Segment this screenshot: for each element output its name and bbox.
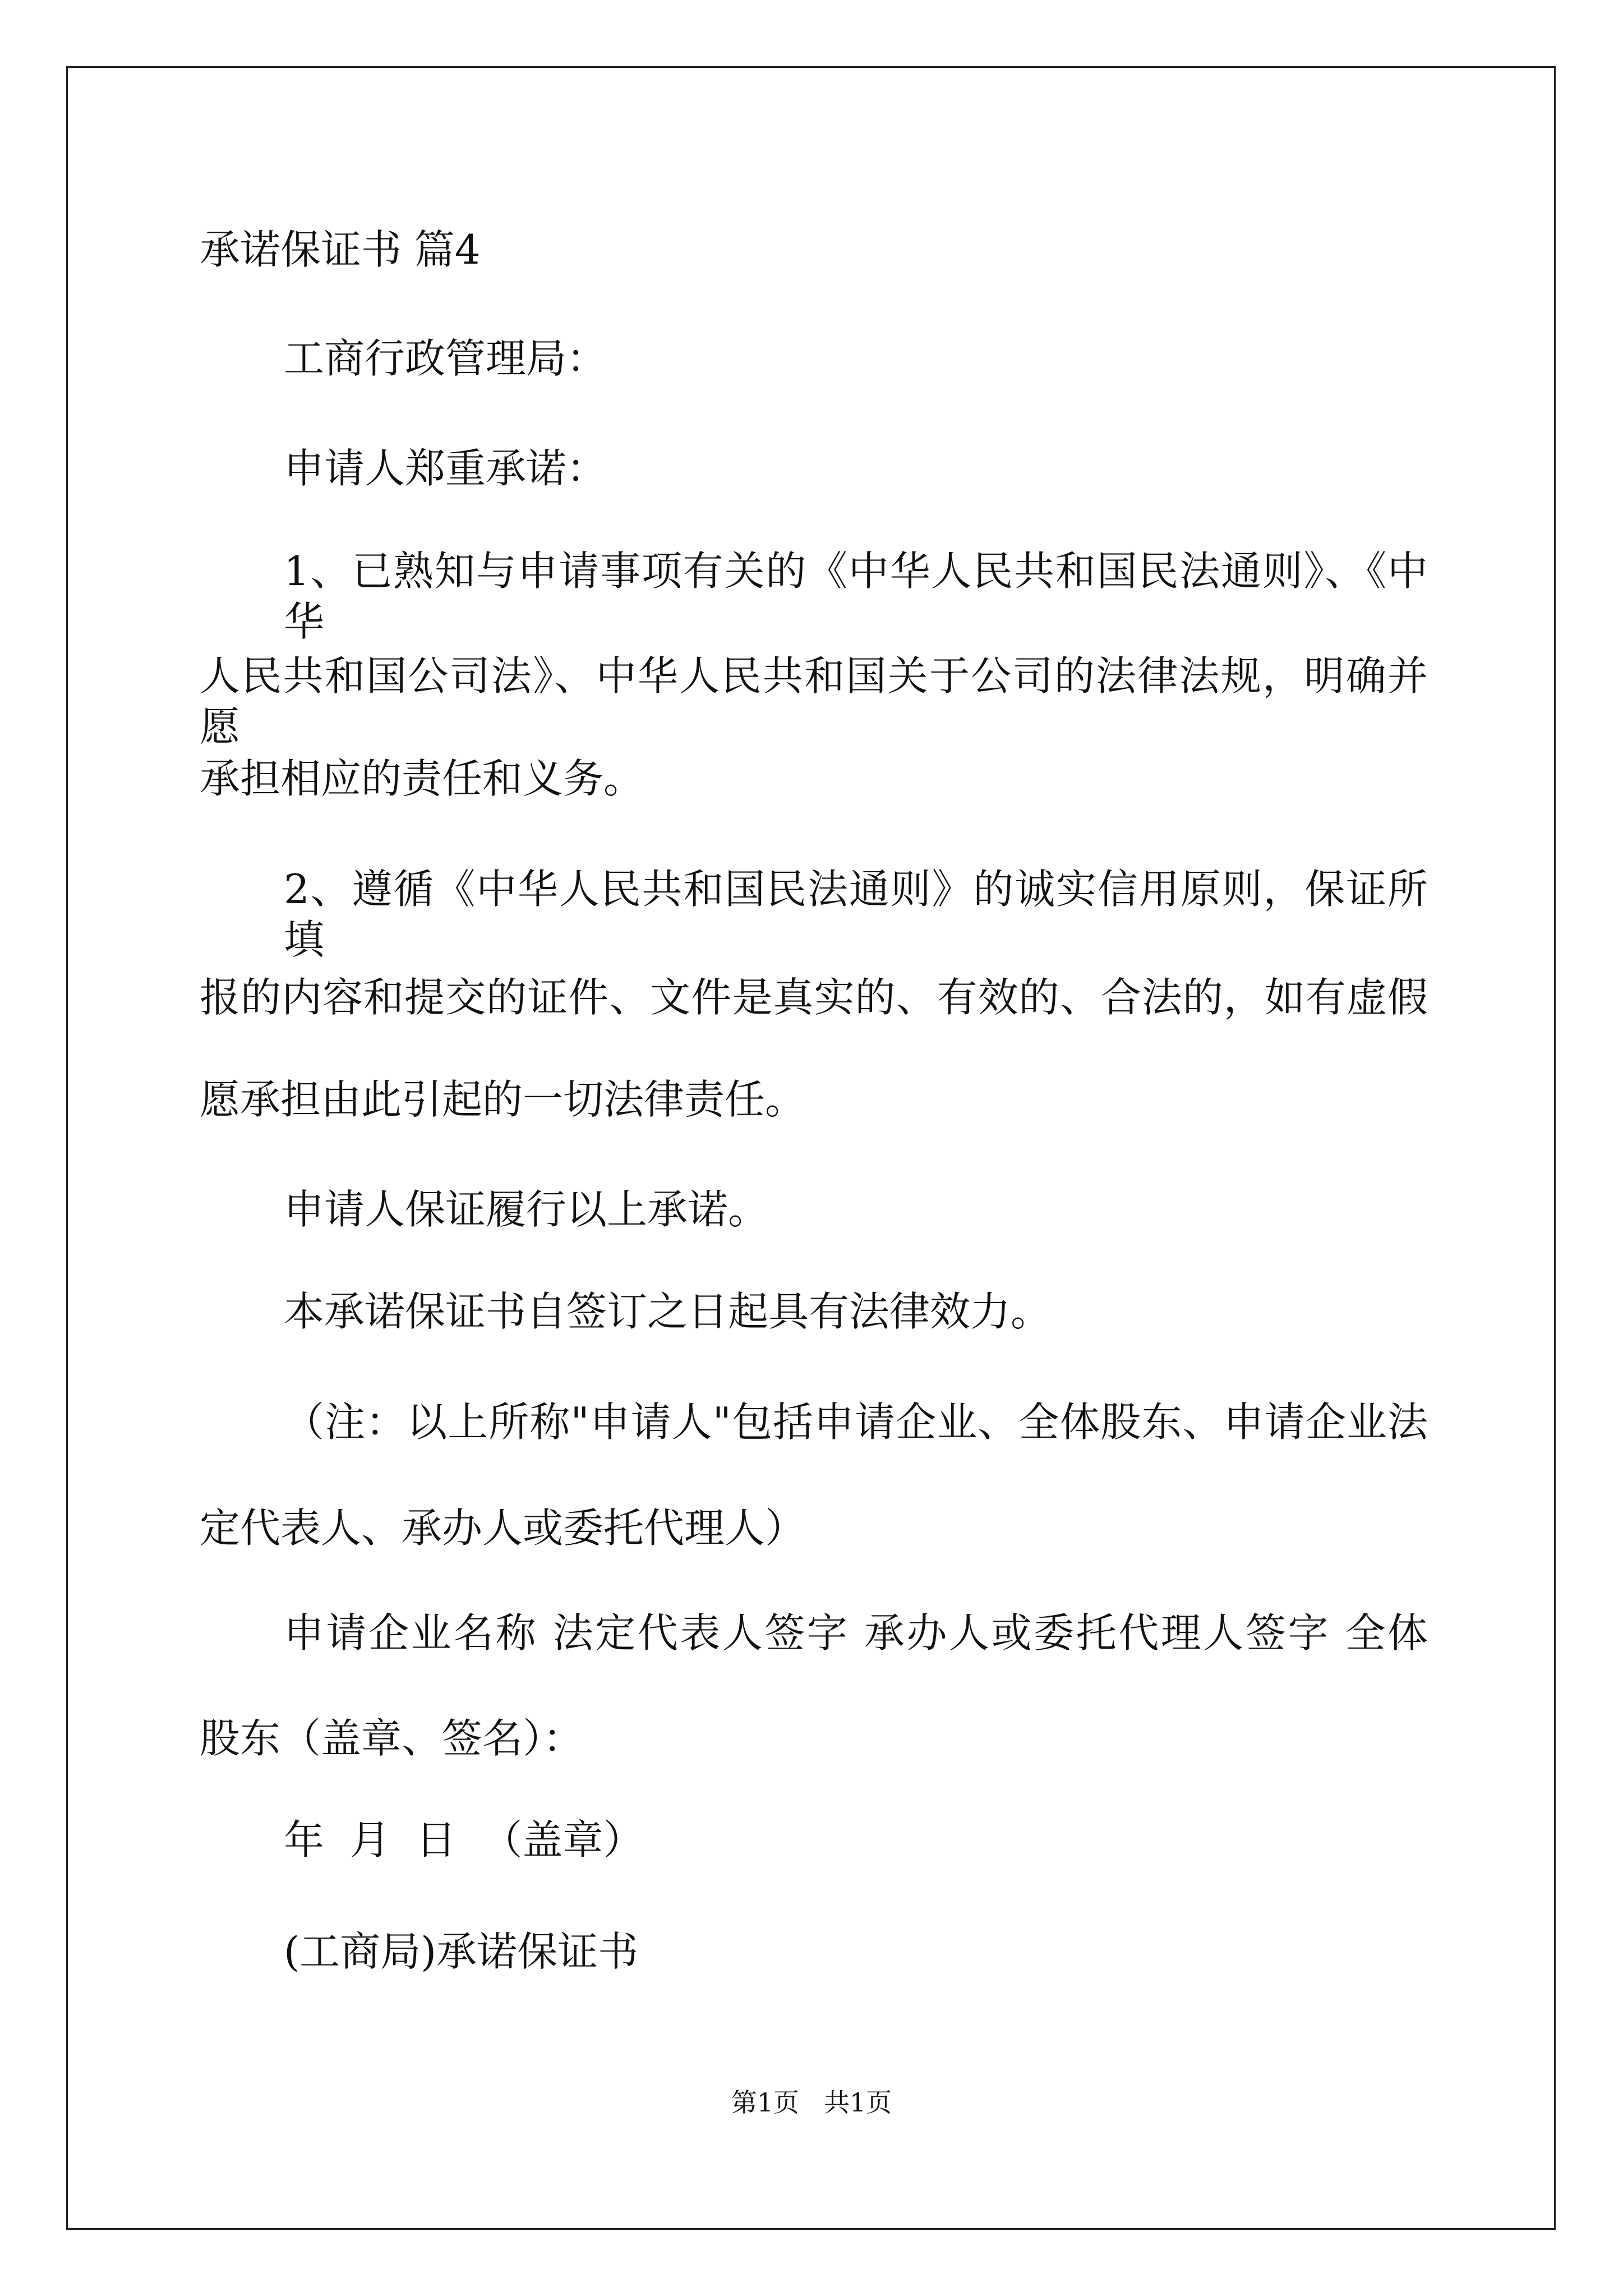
page-border	[66, 66, 1556, 2230]
item1-line1: 1、已熟知与申请事项有关的《中华人民共和国民法通则》、《中华	[284, 547, 1428, 645]
pledge-statement: 申请人保证履行以上承诺。	[284, 1186, 769, 1233]
closing-title: (工商局)承诺保证书	[284, 1928, 639, 1975]
item1-line2: 人民共和国公司法》、中华人民共和国关于公司的法律法规，明确并愿	[200, 652, 1428, 750]
page-footer	[0, 2086, 1623, 2119]
item2-line3: 愿承担由此引起的一切法律责任。	[200, 1076, 806, 1123]
signatures-line1: 申请企业名称 法定代表人签字 承办人或委托代理人签字 全体	[284, 1609, 1428, 1657]
effective-statement: 本承诺保证书自签订之日起具有法律效力。	[284, 1288, 1052, 1335]
intro-statement: 申请人郑重承诺：	[284, 445, 607, 492]
item1-line3: 承担相应的责任和义务。	[200, 755, 644, 802]
note-line2: 定代表人、承办人或委托代理人）	[200, 1504, 806, 1552]
page-total: 共1页	[823, 2087, 892, 2118]
footer-spacer	[799, 2087, 824, 2118]
note-line1: （注：以上所称"申请人"包括申请企业、全体股东、申请企业法	[284, 1398, 1428, 1446]
addressee: 工商行政管理局：	[284, 335, 607, 382]
document-title: 承诺保证书 篇4	[200, 226, 481, 273]
item2-line1: 2、遵循《中华人民共和国民法通则》的诚实信用原则，保证所填	[284, 866, 1428, 963]
item2-line2: 报的内容和提交的证件、文件是真实的、有效的、合法的，如有虚假	[200, 974, 1428, 1021]
date-line: 年 月 日 （盖章）	[284, 1816, 644, 1864]
signatures-line2: 股东（盖章、签名）：	[200, 1715, 584, 1762]
page-number: 第1页	[731, 2087, 800, 2118]
